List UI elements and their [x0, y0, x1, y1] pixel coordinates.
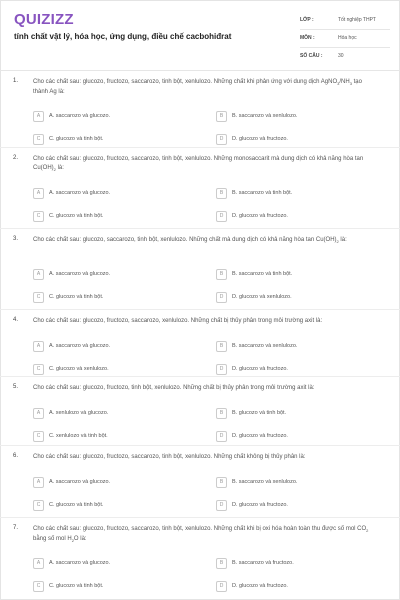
question-text: Cho các chất sau: glucozo, fructozo, saccarozo, tinh bột, xenlulozo. Những chất khi bị oxi hóa hoàn toàn thu được số mol $CO_2$ bằng số mol $H_2O$ là:: [33, 526, 369, 544]
option-letter-box: C: [33, 581, 44, 592]
option-letter-box: B: [216, 269, 227, 280]
question-number: 5.: [13, 384, 19, 390]
question-number: 4.: [13, 317, 19, 323]
quizizz-logo: QUIZIZZ: [14, 11, 74, 28]
option-letter-box: A: [33, 558, 44, 569]
option-text: C. glucozo và tinh bột.: [49, 213, 104, 219]
question-text: Cho các chất sau: glucozo, saccarozo, tinh bột, xenlulozo. Những chất mà dung dịch có khả năng hòa $\tan Cu(OH)_2$ là:: [33, 237, 347, 245]
option-letter-box: C: [33, 134, 44, 145]
option-letter-box: D: [216, 431, 227, 442]
option-letter-box: A: [33, 111, 44, 122]
option-letter-box: A: [33, 269, 44, 280]
option-text: D. glucozo và fructozo.: [232, 433, 288, 439]
option-text: B. saccarozo và tinh bột.: [232, 190, 293, 196]
option-text: B. saccarozo và xenlulozo.: [232, 113, 298, 119]
question-number: 7.: [13, 525, 19, 531]
option-text: C. glucozo và tinh bột.: [49, 502, 104, 508]
option-text: C. glucozo và tinh bột.: [49, 136, 104, 142]
option-text: D. glucozo và fructozo.: [232, 583, 288, 589]
option-text: B. saccarozo và tinh bột.: [232, 271, 293, 277]
question-number: 1.: [13, 78, 19, 84]
meta-label: LỚP :: [300, 17, 314, 23]
option-text: D. glucozo và xenlulozo.: [232, 294, 292, 300]
meta-value: 30: [338, 53, 344, 59]
option-text: C. xenlulozo và tinh bột.: [49, 433, 108, 439]
question-divider: [0, 228, 400, 229]
option-text: A. saccarozo và glucozo.: [49, 190, 111, 196]
option-text: B. saccarozo và xenlulozo.: [232, 479, 298, 485]
option-letter-box: D: [216, 581, 227, 592]
option-text: A. saccarozo và glucozo.: [49, 113, 111, 119]
question-divider: [0, 309, 400, 310]
question-text: Cho các chất sau: glucozo, fructozo, saccarozo, tinh bột, xenlulozo. Những monosaccarit mà dung dịch có khả năng hòa $\tan Cu(OH)_2$ là:: [33, 156, 364, 173]
option-letter-box: D: [216, 211, 227, 222]
option-letter-box: B: [216, 111, 227, 122]
question-text: Cho các chất sau: glucozo, fructozo, saccarozo, tinh bột, xenlulozo. Những chất không bị thủy phân là:: [33, 454, 306, 460]
option-letter-box: C: [33, 431, 44, 442]
question-divider: [0, 376, 400, 377]
meta-info: [300, 12, 390, 65]
option-text: B. saccarozo và fructozo.: [232, 560, 294, 566]
question-divider: [0, 445, 400, 446]
option-text: B. glucozo và tinh bột.: [232, 410, 287, 416]
option-letter-box: B: [216, 341, 227, 352]
option-text: C. glucozo và xenlulozo.: [49, 366, 109, 372]
meta-value: Tốt nghiệp THPT: [338, 17, 376, 23]
question-number: 3.: [13, 236, 19, 242]
option-letter-box: A: [33, 408, 44, 419]
option-letter-box: B: [216, 408, 227, 419]
option-text: D. glucozo và fructozo.: [232, 366, 288, 372]
option-text: A. saccarozo và glucozo.: [49, 271, 111, 277]
question-divider: [0, 517, 400, 518]
option-letter-box: D: [216, 364, 227, 375]
option-letter-box: A: [33, 188, 44, 199]
meta-row-grade: [300, 12, 390, 30]
meta-label: SỐ CÂU :: [300, 53, 323, 59]
option-letter-box: D: [216, 134, 227, 145]
header-divider: [0, 70, 400, 71]
meta-row-count: [300, 48, 390, 65]
option-letter-box: A: [33, 477, 44, 488]
question-text: Cho các chất sau: glucozo, fructozo, saccarozo, xenlulozo. Những chất bị thủy phân trong môi trường axit là:: [33, 318, 323, 324]
option-text: D. glucozo và fructozo.: [232, 502, 288, 508]
option-letter-box: D: [216, 292, 227, 303]
question-number: 6.: [13, 453, 19, 459]
option-text: A. saccarozo và glucozo.: [49, 343, 111, 349]
option-letter-box: C: [33, 292, 44, 303]
question-text: Cho các chất sau: glucozo, fructozo, tinh bột, xenlulozo. Những chất bị thủy phân trong môi trường axit là:: [33, 385, 315, 391]
option-text: D. glucozo và fructozo.: [232, 136, 288, 142]
option-text: C. glucozo và tinh bột.: [49, 294, 104, 300]
option-letter-box: A: [33, 341, 44, 352]
option-letter-box: B: [216, 477, 227, 488]
option-text: C. glucozo và tinh bột.: [49, 583, 104, 589]
meta-value: Hóa học: [338, 35, 357, 41]
meta-label: MÔN :: [300, 35, 315, 41]
question-text: Cho các chất sau: glucozo, fructozo, saccarozo, tinh bột, xenlulozo. Những chất khi phản ứng với dung dịch $AgNO_3/NH_3$ tạo thành Ag là:: [33, 79, 362, 96]
option-letter-box: D: [216, 500, 227, 511]
option-text: A. saccarozo và glucozo.: [49, 479, 111, 485]
option-text: A. saccarozo và glucozo.: [49, 560, 111, 566]
question-number: 2.: [13, 155, 19, 161]
option-letter-box: B: [216, 188, 227, 199]
worksheet-title: tính chất vật lý, hóa học, ứng dụng, điều chế cacbohiđrat: [14, 32, 232, 41]
worksheet-header: [0, 0, 400, 72]
option-letter-box: C: [33, 500, 44, 511]
option-letter-box: C: [33, 364, 44, 375]
option-text: D. glucozo và fructozo.: [232, 213, 288, 219]
question-divider: [0, 147, 400, 148]
option-letter-box: C: [33, 211, 44, 222]
option-letter-box: B: [216, 558, 227, 569]
option-text: A. xenlulozo và glucozo.: [49, 410, 109, 416]
meta-row-subject: [300, 30, 390, 48]
option-text: B. saccarozo và xenlulozo.: [232, 343, 298, 349]
